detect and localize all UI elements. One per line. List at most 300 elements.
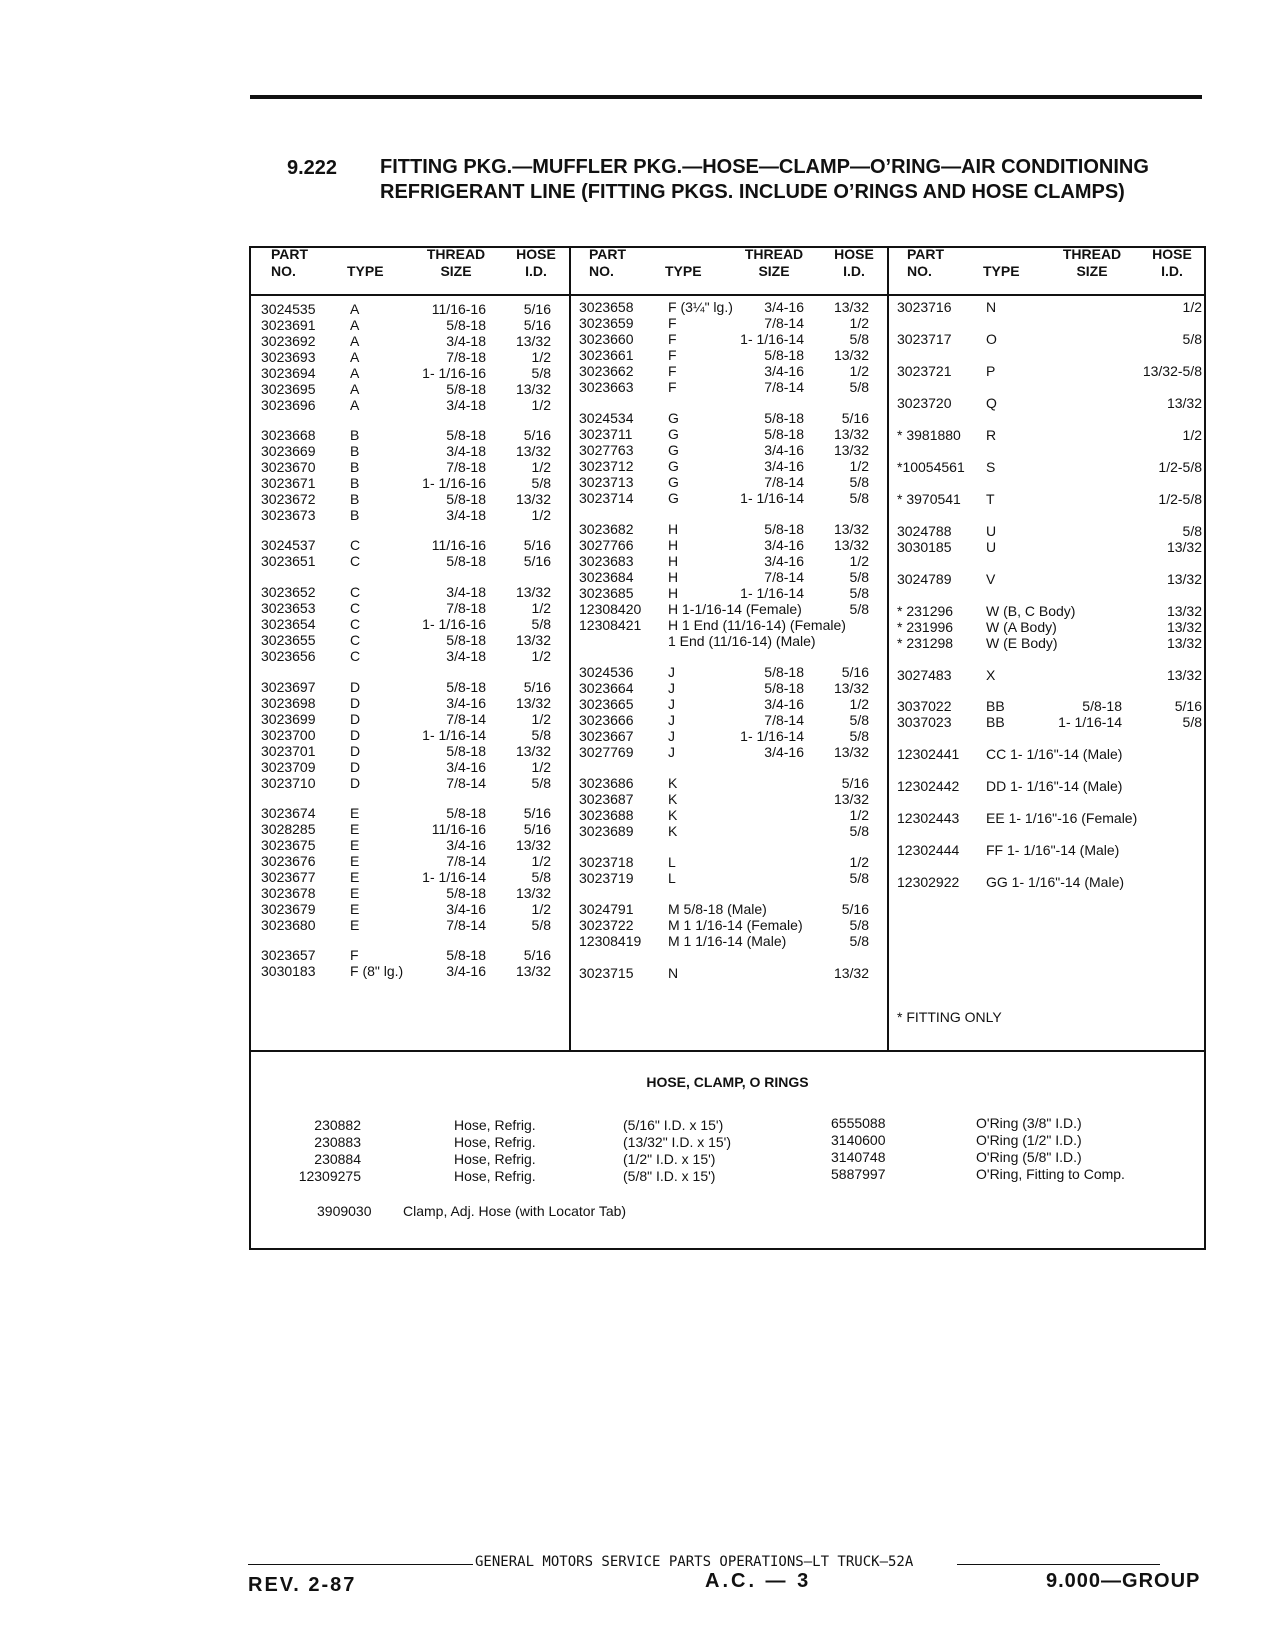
part-number: 3027763 (579, 442, 634, 458)
fitting-type: N (986, 299, 997, 315)
hose-id: 5/16 (523, 537, 551, 553)
part-number: 3023660 (579, 331, 634, 347)
thread-size: 3/4-16 (764, 553, 804, 569)
hose-id: 5/16 (841, 664, 869, 680)
fitting-type: A (350, 381, 360, 397)
hose-id: 13/32 (515, 491, 551, 507)
hose-id: 1/2 (531, 349, 551, 365)
hose-id: 5/8 (849, 379, 869, 395)
hose-size: (1/2" I.D. x 15') (623, 1151, 716, 1167)
thread-size: 7/8-14 (446, 775, 486, 791)
thread-size: 7/8-18 (446, 459, 486, 475)
part-number: 3023672 (261, 491, 316, 507)
fitting-type: E (350, 917, 360, 933)
hose-id: 5/8 (1182, 331, 1202, 347)
hose-id: 13/32 (1166, 603, 1202, 619)
group-label: 9.000—GROUP (1046, 1570, 1201, 1592)
hose-id: 13/32 (1166, 635, 1202, 651)
header-no: NO. (589, 263, 614, 279)
thread-size: 7/8-14 (764, 474, 804, 490)
part-number: 3023721 (897, 363, 952, 379)
hose-size: (5/8" I.D. x 15') (623, 1168, 716, 1184)
part-number: 3023656 (261, 648, 316, 664)
part-number: 3024788 (897, 523, 952, 539)
hose-id: 13/32 (1166, 667, 1202, 683)
header-thread: THREAD (426, 246, 486, 262)
hose-description: Hose, Refrig. (454, 1151, 536, 1167)
hose-id: 5/16 (523, 317, 551, 333)
part-number: 3024536 (579, 664, 634, 680)
thread-size: 5/8-18 (446, 632, 486, 648)
hose-id: 5/8 (531, 365, 551, 381)
hose-id: 13/32 (515, 632, 551, 648)
part-number: 3023657 (261, 947, 316, 963)
thread-size: 5/8-18 (764, 410, 804, 426)
hose-id: 13/32 (833, 744, 869, 760)
part-number: 3023670 (261, 459, 316, 475)
part-number: 3023652 (261, 584, 316, 600)
fitting-type: K (668, 775, 678, 791)
fitting-type: BB (986, 698, 1005, 714)
hose-id: 1/2 (849, 854, 869, 870)
thread-size: 5/8-18 (446, 885, 486, 901)
hose-id: 13/32 (833, 426, 869, 442)
part-number: 3024534 (579, 410, 634, 426)
hose-id: 5/8 (531, 917, 551, 933)
fitting-type: B (350, 475, 360, 491)
hose-id: 5/16 (523, 427, 551, 443)
fitting-type: E (350, 805, 360, 821)
part-number: 3037023 (897, 714, 952, 730)
thread-size: 11/16-16 (431, 301, 486, 317)
fitting-type: GG 1- 1/16"-14 (Male) (986, 874, 1125, 890)
fitting-type: J (668, 744, 675, 760)
fitting-type: E (350, 885, 360, 901)
part-number: 12302442 (897, 778, 960, 794)
footer-publisher: GENERAL MOTORS SERVICE PARTS OPERATIONS—LT TRUCK—52A (475, 1554, 914, 1570)
part-number: 3023666 (579, 712, 634, 728)
fitting-type: W (B, C Body) (986, 603, 1076, 619)
part-number: 3023684 (579, 569, 634, 585)
hose-id: 5/8 (531, 727, 551, 743)
part-number: 3023695 (261, 381, 316, 397)
fitting-type: C (350, 553, 361, 569)
fitting-type: J (668, 712, 675, 728)
hose-id: 1/2 (531, 853, 551, 869)
hose-id: 13/32 (515, 963, 551, 979)
thread-size: 5/8-18 (764, 521, 804, 537)
hose-id: 5/8 (531, 775, 551, 791)
part-number: 12308419 (579, 933, 642, 949)
fitting-type: G (668, 474, 679, 490)
part-number: 3023687 (579, 791, 634, 807)
part-number: 3023680 (261, 917, 316, 933)
part-number: 3023651 (261, 553, 316, 569)
fitting-type: G (668, 410, 679, 426)
hose-id: 13/32 (515, 443, 551, 459)
fitting-type: U (986, 539, 997, 555)
header-no: NO. (271, 263, 296, 279)
thread-size: 3/4-16 (446, 901, 486, 917)
thread-size: 7/8-18 (446, 600, 486, 616)
thread-size: 7/8-14 (764, 712, 804, 728)
part-number: 3023671 (261, 475, 316, 491)
fitting-type: M 1 1/16-14 (Female) (668, 917, 803, 933)
part-number: 3023689 (579, 823, 634, 839)
header-part: PART (907, 246, 945, 262)
thread-size: 3/4-18 (446, 584, 486, 600)
fitting-type: H 1-1/16-14 (Female) (668, 601, 802, 617)
fitting-type: M 1 1/16-14 (Male) (668, 933, 787, 949)
hose-id: 1/2 (531, 711, 551, 727)
fitting-type: P (986, 363, 996, 379)
hose-id: 13/32 (833, 347, 869, 363)
fitting-type: J (668, 728, 675, 744)
thread-size: 5/8-18 (446, 805, 486, 821)
part-number: 3037022 (897, 698, 952, 714)
thread-size: 5/8-18 (446, 381, 486, 397)
page-number: A.C. — 3 (705, 1570, 812, 1592)
hose-id: 5/8 (849, 917, 869, 933)
oring-part-number: 3140748 (831, 1149, 886, 1165)
part-number: * 231298 (897, 635, 954, 651)
thread-size: 11/16-16 (431, 537, 486, 553)
fitting-type: E (350, 869, 360, 885)
thread-size: 3/4-18 (446, 397, 486, 413)
revision-label: REV. 2-87 (248, 1574, 357, 1596)
oring-description: O'Ring, Fitting to Comp. (976, 1166, 1125, 1182)
fitting-type: N (668, 965, 679, 981)
thread-size: 5/8-18 (764, 426, 804, 442)
hose-id: 5/16 (523, 301, 551, 317)
hose-id: 5/8 (849, 331, 869, 347)
fitting-type: C (350, 600, 361, 616)
part-number: 3023688 (579, 807, 634, 823)
fitting-type: C (350, 537, 361, 553)
part-number: 3023698 (261, 695, 316, 711)
hose-part-number: 230883 (314, 1134, 361, 1150)
header-size: SIZE (440, 263, 472, 279)
fitting-type: D (350, 711, 361, 727)
part-number: 3023653 (261, 600, 316, 616)
part-number: 3023683 (579, 553, 634, 569)
part-number: 3023658 (579, 299, 634, 315)
fitting-type: W (A Body) (986, 619, 1057, 635)
part-number: * 3970541 (897, 491, 961, 507)
fitting-type: E (350, 853, 360, 869)
part-number: 12302444 (897, 842, 960, 858)
thread-size: 7/8-14 (446, 853, 486, 869)
part-number: 3023669 (261, 443, 316, 459)
fitting-type: G (668, 426, 679, 442)
thread-size: 3/4-16 (446, 837, 486, 853)
hose-id: 13/32 (515, 584, 551, 600)
part-number: 3024535 (261, 301, 316, 317)
footer-rule-left (248, 1564, 473, 1565)
fitting-type: H (668, 521, 679, 537)
fitting-type: R (986, 427, 997, 443)
part-number: 3028285 (261, 821, 316, 837)
hose-id: 5/16 (1174, 698, 1202, 714)
hose-id: 13/32 (1166, 395, 1202, 411)
hose-id: 1/2 (531, 600, 551, 616)
header-hose: HOSE (1152, 246, 1192, 262)
thread-size: 1- 1/16-14 (740, 585, 804, 601)
header-size: SIZE (758, 263, 790, 279)
hose-id: 5/8 (1182, 714, 1202, 730)
fitting-type: J (668, 680, 675, 696)
fitting-type: J (668, 696, 675, 712)
hose-id: 1/2-5/8 (1158, 459, 1202, 475)
thread-size: 3/4-16 (446, 963, 486, 979)
top-rule (250, 95, 1202, 99)
hose-id: 5/16 (841, 410, 869, 426)
part-number: 3023659 (579, 315, 634, 331)
footer-rule-right (957, 1564, 1160, 1565)
thread-size: 3/4-16 (764, 537, 804, 553)
thread-size: 1- 1/16-14 (740, 490, 804, 506)
hose-id: 13/32 (515, 695, 551, 711)
fitting-type: BB (986, 714, 1005, 730)
fitting-type: F (668, 331, 677, 347)
hose-id: 13/32 (833, 521, 869, 537)
hose-id: 13/32 (833, 299, 869, 315)
hose-id: 1/2 (1182, 299, 1202, 315)
hose-id: 1/2 (849, 363, 869, 379)
fitting-type: H (668, 553, 679, 569)
hose-id: 1/2 (849, 553, 869, 569)
fitting-type: A (350, 349, 360, 365)
fitting-type: B (350, 491, 360, 507)
part-number: 3023686 (579, 775, 634, 791)
hose-id: 13/32-5/8 (1142, 363, 1202, 379)
fitting-type: CC 1- 1/16"-14 (Male) (986, 746, 1123, 762)
hose-id: 13/32 (515, 837, 551, 853)
part-number: 12308421 (579, 617, 642, 633)
thread-size: 3/4-16 (764, 744, 804, 760)
part-number: 3023675 (261, 837, 316, 853)
fitting-type: D (350, 679, 361, 695)
part-number: 3023694 (261, 365, 316, 381)
part-number: 3023696 (261, 397, 316, 413)
header-id: I.D. (843, 263, 865, 279)
thread-size: 1- 1/16-14 (740, 728, 804, 744)
part-number: 3023664 (579, 680, 634, 696)
fitting-type: B (350, 507, 360, 523)
oring-part-number: 3140600 (831, 1132, 886, 1148)
thread-size: 3/4-18 (446, 333, 486, 349)
part-number: 3023717 (897, 331, 952, 347)
fitting-only-note: * FITTING ONLY (897, 1009, 1002, 1025)
thread-size: 3/4-16 (764, 442, 804, 458)
part-number: 3023679 (261, 901, 316, 917)
thread-size: 7/8-14 (446, 917, 486, 933)
hose-size: (5/16" I.D. x 15') (623, 1117, 724, 1133)
clamp-part-number: 3909030 (317, 1203, 372, 1219)
part-number: 3023719 (579, 870, 634, 886)
fitting-type: C (350, 648, 361, 664)
hose-id: 1/2 (849, 458, 869, 474)
fitting-type: A (350, 317, 360, 333)
thread-size: 3/4-18 (446, 443, 486, 459)
hose-id: 1/2 (849, 315, 869, 331)
thread-size: 5/8-18 (764, 680, 804, 696)
part-number: 3023693 (261, 349, 316, 365)
hose-id: 5/16 (841, 775, 869, 791)
title-line-1: FITTING PKG.—MUFFLER PKG.—HOSE—CLAMP—O’RING—AIR CONDITIONING (380, 156, 1149, 178)
footer-rule (251, 1050, 1204, 1052)
hose-id: 5/8 (531, 475, 551, 491)
hose-description: Hose, Refrig. (454, 1117, 536, 1133)
thread-size: 5/8-18 (446, 679, 486, 695)
fitting-type: E (350, 821, 360, 837)
hose-id: 5/8 (531, 616, 551, 632)
fitting-type: H (668, 537, 679, 553)
part-number: 3023677 (261, 869, 316, 885)
hose-id: 13/32 (515, 333, 551, 349)
thread-size: 1- 1/16-16 (422, 616, 486, 632)
hose-id: 5/8 (849, 712, 869, 728)
part-number: 3023697 (261, 679, 316, 695)
thread-size: 3/4-16 (764, 299, 804, 315)
hose-id: 5/16 (523, 805, 551, 821)
header-no: NO. (907, 263, 932, 279)
part-number: 3023716 (897, 299, 952, 315)
hose-id: 1/2-5/8 (1158, 491, 1202, 507)
fitting-type: D (350, 727, 361, 743)
fitting-type: EE 1- 1/16"-16 (Female) (986, 810, 1138, 826)
thread-size: 3/4-16 (446, 759, 486, 775)
part-number: 3023682 (579, 521, 634, 537)
part-number: *10054561 (897, 459, 965, 475)
hose-part-number: 230884 (314, 1151, 361, 1167)
hose-id: 1/2 (1182, 427, 1202, 443)
hose-id: 5/16 (523, 553, 551, 569)
part-number: * 3981880 (897, 427, 961, 443)
header-rule (251, 294, 1204, 296)
fitting-type: F (8" lg.) (350, 963, 404, 979)
thread-size: 1- 1/16-14 (740, 331, 804, 347)
hose-id: 5/8 (849, 585, 869, 601)
part-number: 12302443 (897, 810, 960, 826)
hose-id: 5/8 (1182, 523, 1202, 539)
thread-size: 5/8-18 (1082, 698, 1122, 714)
fitting-type: G (668, 458, 679, 474)
page-title (380, 155, 1200, 205)
oring-description: O'Ring (3/8" I.D.) (976, 1115, 1082, 1131)
part-number: 12308420 (579, 601, 642, 617)
thread-size: 3/4-18 (446, 507, 486, 523)
hose-id: 13/32 (833, 791, 869, 807)
header-hose: HOSE (834, 246, 874, 262)
hose-id: 5/16 (523, 679, 551, 695)
hose-part-number: 230882 (314, 1117, 361, 1133)
header-thread: THREAD (1062, 246, 1122, 262)
header-type: TYPE (983, 263, 1020, 279)
fitting-type: F (668, 363, 677, 379)
fitting-type: F (350, 947, 359, 963)
title-line-2: REFRIGERANT LINE (FITTING PKGS. INCLUDE O’RINGS AND HOSE CLAMPS) (380, 181, 1125, 203)
part-number: 3023655 (261, 632, 316, 648)
thread-size: 7/8-14 (446, 711, 486, 727)
part-number: 3023662 (579, 363, 634, 379)
thread-size: 3/4-16 (764, 696, 804, 712)
part-number: 3027483 (897, 667, 952, 683)
hose-id: 5/8 (849, 474, 869, 490)
part-number: 12302922 (897, 874, 960, 890)
part-number: 3023722 (579, 917, 634, 933)
hose-id: 13/32 (1166, 539, 1202, 555)
fitting-type: H (668, 585, 679, 601)
fitting-type: B (350, 443, 360, 459)
fitting-type: Q (986, 395, 997, 411)
fitting-type: T (986, 491, 995, 507)
fitting-type: X (986, 667, 996, 683)
header-size: SIZE (1076, 263, 1108, 279)
part-number: 3023714 (579, 490, 634, 506)
thread-size: 7/8-14 (764, 569, 804, 585)
hose-id: 1/2 (531, 459, 551, 475)
fitting-type: H 1 End (11/16-14) (Female) (668, 617, 846, 633)
thread-size: 7/8-14 (764, 379, 804, 395)
thread-size: 1- 1/16-14 (422, 869, 486, 885)
thread-size: 7/8-14 (764, 315, 804, 331)
part-number: 3023720 (897, 395, 952, 411)
part-number: 12302441 (897, 746, 960, 762)
hose-id: 13/32 (1166, 619, 1202, 635)
hose-id: 5/8 (849, 490, 869, 506)
hose-description: Hose, Refrig. (454, 1168, 536, 1184)
part-number: * 231296 (897, 603, 954, 619)
part-number: 3023691 (261, 317, 316, 333)
thread-size: 3/4-16 (446, 695, 486, 711)
part-number: 3023685 (579, 585, 634, 601)
hose-id: 13/32 (1166, 571, 1202, 587)
fitting-type: F (668, 347, 677, 363)
thread-size: 5/8-18 (446, 553, 486, 569)
fitting-type: E (350, 837, 360, 853)
thread-size: 11/16-16 (431, 821, 486, 837)
hose-id: 13/32 (833, 680, 869, 696)
hose-section-title: HOSE, CLAMP, O RINGS (646, 1074, 809, 1090)
hose-id: 1/2 (531, 648, 551, 664)
fitting-type: C (350, 584, 361, 600)
fitting-type: B (350, 459, 360, 475)
thread-size: 3/4-16 (764, 458, 804, 474)
hose-description: Hose, Refrig. (454, 1134, 536, 1150)
parts-table (249, 246, 1206, 1250)
part-number: 3027769 (579, 744, 634, 760)
hose-id: 5/8 (531, 869, 551, 885)
thread-size: 1- 1/16-14 (422, 727, 486, 743)
header-id: I.D. (1161, 263, 1183, 279)
part-number: 3023712 (579, 458, 634, 474)
thread-size: 5/8-18 (764, 347, 804, 363)
part-number: 3023718 (579, 854, 634, 870)
part-number: 3027766 (579, 537, 634, 553)
thread-size: 1- 1/16-14 (1058, 714, 1122, 730)
part-number: 3023674 (261, 805, 316, 821)
thread-size: 1- 1/16-16 (422, 365, 486, 381)
fitting-type: C (350, 616, 361, 632)
fitting-type: A (350, 301, 360, 317)
fitting-type: FF 1- 1/16"-14 (Male) (986, 842, 1120, 858)
fitting-type: F (668, 315, 677, 331)
part-number: 3023709 (261, 759, 316, 775)
part-number: 3023654 (261, 616, 316, 632)
fitting-type: U (986, 523, 997, 539)
fitting-type: F (668, 379, 677, 395)
